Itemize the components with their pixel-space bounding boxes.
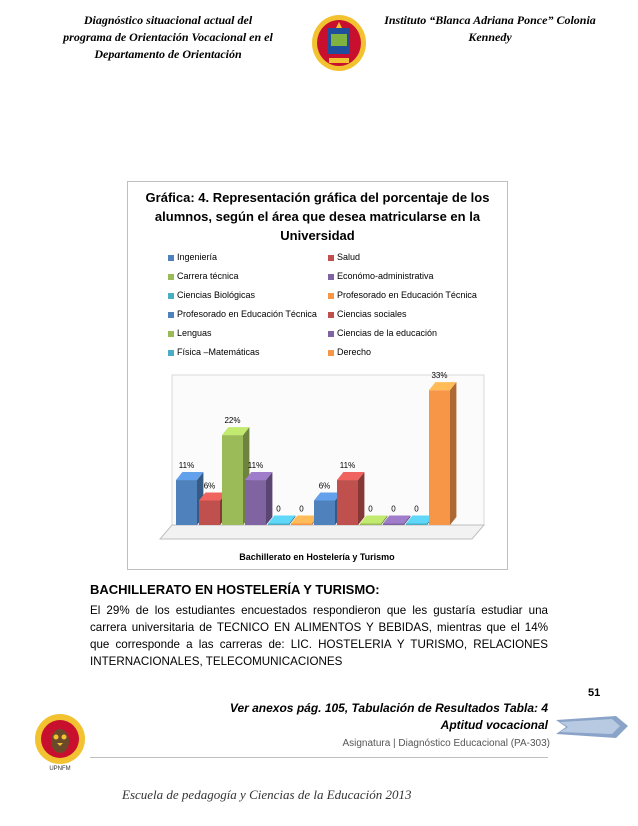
annex-line-2: Aptitud vocacional <box>440 718 548 732</box>
bar <box>406 524 427 526</box>
bar <box>291 524 312 526</box>
bar <box>268 524 289 526</box>
bar <box>383 524 404 526</box>
bar-side <box>266 472 272 525</box>
chart-plot <box>128 182 507 569</box>
page-number: 51 <box>588 687 601 699</box>
legend-label: Carrera técnica <box>177 271 239 281</box>
bar <box>337 480 358 525</box>
data-label: 22% <box>224 416 241 426</box>
data-label: 6% <box>203 481 216 491</box>
chart-title: Gráfica: 4. Representación gráfica del porcentaje de los alumnos, según el área que desea matricularse en la Universidad <box>145 190 490 243</box>
data-label: 11% <box>178 461 195 471</box>
x-axis-label: Bachillerato en Hostelería y Turismo <box>239 552 395 562</box>
bar <box>360 524 381 526</box>
bar <box>199 500 220 525</box>
data-label: 0 <box>414 504 419 514</box>
bar-side <box>450 382 456 525</box>
bar <box>222 435 243 525</box>
data-label: 11% <box>339 461 356 471</box>
legend-label: Ciencias Biológicas <box>177 290 256 300</box>
data-label: 0 <box>276 504 281 514</box>
data-label: 0 <box>299 504 304 514</box>
legend-label: Profesorado en Educación Técnica <box>177 309 317 319</box>
data-label: 33% <box>431 371 448 381</box>
data-label: 0 <box>391 504 396 514</box>
annex-line-1: Ver anexos pág. 105, Tabulación de Resultados Tabla: 4 <box>229 701 548 715</box>
bar-side <box>358 472 364 525</box>
bar <box>176 480 197 525</box>
data-label: 0 <box>368 504 373 514</box>
footer-school: Escuela de pedagogía y Ciencias de la Educación 2013 <box>122 787 412 802</box>
annex-reference <box>200 700 548 734</box>
legend-label: Derecho <box>337 347 372 357</box>
legend-label: Profesorado en Educación Técnica <box>337 290 477 300</box>
logo-sub-text: UPNFM <box>49 766 71 772</box>
legend-label: Lenguas <box>177 328 212 338</box>
chart-container <box>127 181 508 570</box>
data-label: 6% <box>318 481 331 491</box>
legend-label: Salud <box>337 252 361 262</box>
footer-course: Asignatura | Diagnóstico Educacional (PA-303) <box>342 738 550 749</box>
legend-label: Económo-administrativa <box>337 271 434 281</box>
legend-label: Ciencias sociales <box>337 309 407 319</box>
footer-divider <box>90 757 548 758</box>
pedagogy-career-logo <box>34 712 86 772</box>
bar <box>245 480 266 525</box>
header-right-title: Instituto “Blanca Adriana Ponce” Colonia Kennedy <box>384 13 596 44</box>
legend-label: Física –Matemáticas <box>177 347 260 357</box>
bar <box>429 390 450 525</box>
institute-seal-logo <box>311 14 367 72</box>
section-heading: BACHILLERATO EN HOSTELERÍA Y TURISMO: <box>90 582 380 597</box>
body-paragraph: El 29% de los estudiantes encuestados respondieron que les gustaría estudiar una carrera universitaria de TECNICO EN ALIMENTOS Y BEBIDAS, mientras que el 14% que corresponde a las carreras de: LIC. HOSTELERIA Y TURISMO, RELACIONES INTERNACIONALES, TELECOMUNICACIONES <box>90 604 548 668</box>
legend-label: Ingeniería <box>177 252 218 262</box>
page-corner-ribbon <box>556 712 628 742</box>
bar <box>314 500 335 525</box>
legend-label: Ciencias de la educación <box>337 328 438 338</box>
data-label: 11% <box>247 461 264 471</box>
header-left-title: Diagnóstico situacional actual del programa de Orientación Vocacional en el Departamento de Orientación <box>63 13 273 61</box>
chart-floor <box>160 525 484 539</box>
